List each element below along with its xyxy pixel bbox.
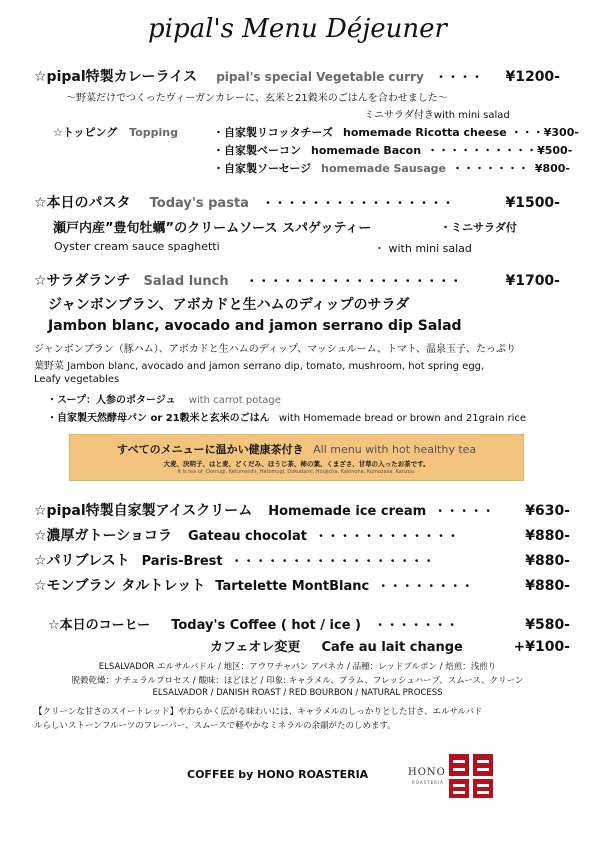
coffee-note-line2: ルらしいストーンフルーツのフレーバー、スムースで軽やかなミネラルの余韻がたのしめます。 [34,721,396,731]
curry-price: ¥1200- [505,69,560,85]
cafe-au-lait-ja: カフェオレ変更 [210,640,301,655]
healthy-tea-banner [69,434,524,481]
coffee-origin-line2: 脱穀乾燥：ナチュラルプロセス / 酸味：ほどほど / 印象: キャラメル、プラム、フレッシュハーブ、スムース、クリーン [71,676,524,686]
dessert-price: ¥880- [525,553,570,569]
topping-item: ・自家製ベーコン homemade Bacon ・・・・・・・・・・ ¥500- [213,144,573,157]
dessert-price: ¥880- [525,528,570,544]
curry-name-en: pipal's special Vegetable curry [216,70,424,84]
cafe-au-lait-en: Cafe au lait change [321,640,463,655]
coffee-name-ja: ☆本日のコーヒー [48,618,151,633]
dessert-price: ¥630- [525,503,570,519]
salad-name-ja: ☆サラダランチ [34,273,131,289]
coffee-dots: ・・・・・・・ [374,618,459,632]
dessert-item: ☆pipal特製自家製アイスクリーム Homemade ice cream ・・・・・ ¥630- [34,503,570,519]
topping-label-en: Topping [129,126,178,139]
topping-price: ¥800- [534,162,570,175]
salad-dish-en: Jambon blanc, avocado and jamon serrano dip Salad [48,318,462,334]
topping-price: ¥300- [543,126,579,139]
dessert-item: ☆パリブレスト Paris-Brest ・・・・・・・・・・・・・・・・・ ¥880- [34,553,570,569]
dessert-item: ☆モンブラン タルトレット Tartelette MontBlanc ・・・・・・・・ ¥880- [34,578,570,594]
topping-item: ・自家製リコッタチーズ homemade Ricotta cheese ・・・ ¥300- [213,126,579,139]
cafe-au-lait-price: +¥100- [513,639,570,655]
salad-name-en: Salad lunch [143,274,229,289]
curry-dots: ・・・・ [434,70,483,84]
topping-list [213,124,579,178]
dessert-price: ¥880- [525,578,570,594]
pasta-price: ¥1500- [505,195,560,211]
topping-item: ・自家製ソーセージ homemade Sausage ・・・・・・・ ¥800- [213,162,570,175]
curry-description: 〜野菜だけでつくったヴィーガンカレーに、玄米と21穀米のごはんを合わせました〜 [66,93,448,104]
salad-price: ¥1700- [505,273,560,289]
hono-logo-sub: ROASTERIA [412,780,444,785]
coffee-header [48,614,570,633]
coffee-credit: COFFEE by HONO ROASTERIA [187,768,369,781]
pasta-dish-en: Oyster cream sauce spaghetti [54,240,220,253]
pasta-dots: ・・・・・・・・・・・・・・・・ [262,196,455,210]
salad-desc-line2: 葉野菜 Jambon blanc, avocado and jamon serrano dip, tomato, mushroom, hot spring egg, [34,361,485,372]
pasta-mini-en: ・ with mini salad [374,242,472,255]
pasta-name-ja: ☆本日のパスタ [34,195,131,211]
pasta-name-en: Today's pasta [149,196,249,211]
banner-main-ja: すべてのメニューに温かい健康茶付き [116,443,304,456]
salad-bread: ・自家製天然酵母パン or 21穀米と玄米のごはん with Homemade bread or brown and 21grain rice [47,413,526,424]
salad-header [34,270,560,290]
salad-dish-ja: ジャンボンブラン、アボカドと生ハムのディップのサラダ [48,297,410,313]
pasta-header [34,192,560,212]
curry-header [34,66,560,86]
banner-main-en: All menu with hot healthy tea [313,443,477,456]
pasta-mini-ja: ・ミニサラダ付 [440,221,517,234]
hono-logo-name: HONO [408,767,446,778]
page-title: pipal's Menu Déjeuner [148,14,447,44]
salad-desc-line3: Leafy vegetables [34,374,120,385]
curry-mini-salad: ミニサラダ付きwith mini salad [364,110,510,121]
dessert-item: ☆濃厚ガトーショコラ Gateau chocolat ・・・・・・・・・・・・ ¥880- [34,528,570,544]
dessert-list [34,500,570,600]
salad-soup: ・スープ：人参のポタージュ with carrot potage [47,395,281,406]
topping-price: ¥500- [537,144,573,157]
salad-desc-line1: ジャンボンブラン（豚ハム）、アボカドと生ハムのディップ、マッシュルーム、トマト、温泉玉子、たっぷり [34,344,516,355]
coffee-note-line1: 【クリーンな甘さのスイートレッド】やわらかく広がる味わいには、キャラメルのしっかりとした甘さ、エルサルバド [34,707,483,717]
coffee-origin-line3: ELSALVADOR / DANISH ROAST / RED BOURBON / NATURAL PROCESS [152,688,443,698]
coffee-name-en: Today's Coffee ( hot / ice ) [171,618,361,633]
salad-dots: ・・・・・・・・・・・・・・・・・・ [245,274,462,288]
coffee-origin-line1: ELSALVADOR エルサルバドル / 地区：アウワチャパン アパネカ / 品種：レッドブルボン / 焙煎：浅煎り [98,662,497,672]
cafe-au-lait-row [210,636,570,655]
topping-label-ja: ☆トッピング [53,126,118,139]
banner-teas-en: It is tea of :Oomugi, Ketumeishi, Hatomugi, Dokudami, Houjicha, Kakinoha, Kumazasa, Kanzou. [177,469,416,475]
curry-name-ja: ☆pipal特製カレーライス [34,69,198,85]
pasta-dish-ja: 瀬戸内産”豊旬牡蠣”のクリームソース スパゲッティー [53,221,372,236]
hono-logo-mark-icon [449,754,493,798]
banner-teas-ja: 大麦、決明子、はと麦、どくだみ、ほうじ茶、柿の葉、くまざさ、甘草の入ったお茶です。 [163,460,430,468]
coffee-price: ¥580- [525,617,570,633]
topping-label [53,124,178,140]
